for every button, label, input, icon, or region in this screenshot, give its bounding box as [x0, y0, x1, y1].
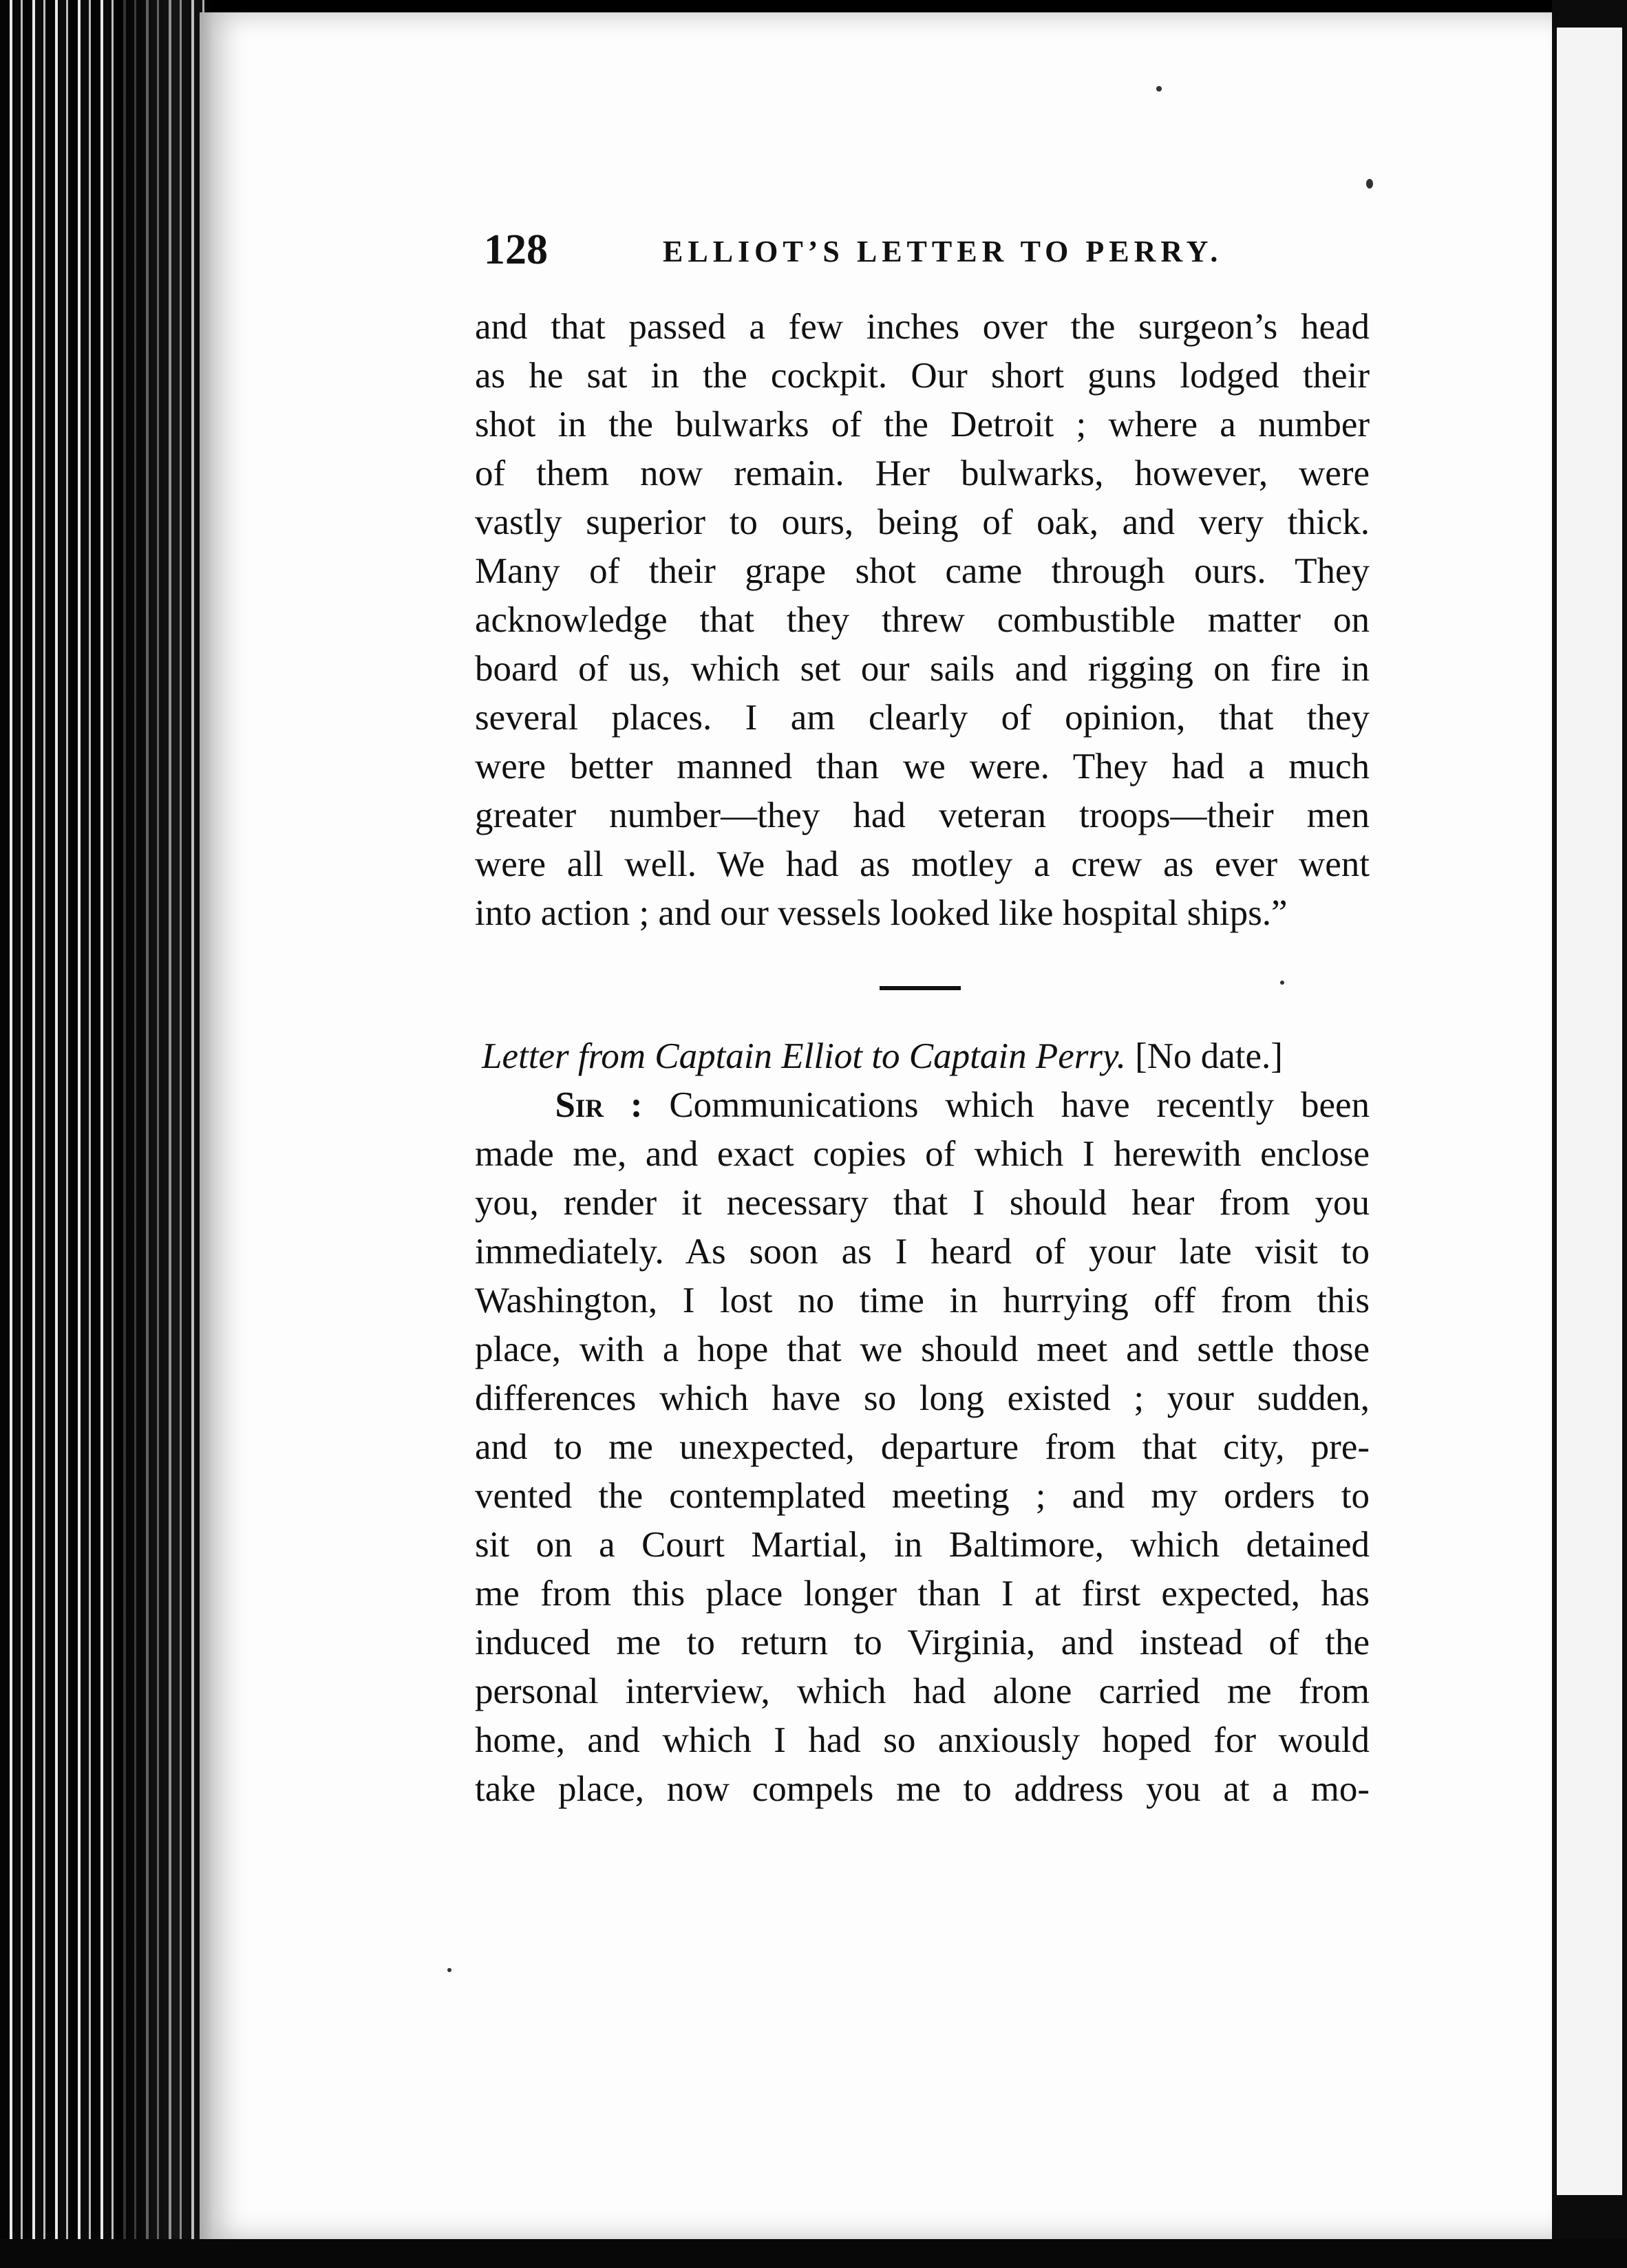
text-line: Washington, I lost no time in hurrying off from this — [475, 1281, 1370, 1320]
text-line: board of us, which set our sails and rigging on fire in — [475, 649, 1370, 689]
text-line: take place, now compels me to address you at a mo- — [475, 1769, 1370, 1809]
print-speck — [447, 1968, 451, 1972]
text-line: as he sat in the cockpit. Our short guns lodged their — [475, 356, 1370, 396]
text-line: place, with a hope that we should meet and settle those — [475, 1329, 1370, 1369]
print-speck — [1366, 179, 1373, 189]
text-line: and to me unexpected, departure from that city, pre- — [475, 1427, 1370, 1467]
first-line-rest: Communications which have recently been — [669, 1085, 1370, 1125]
text-line: acknowledge that they threw combustible matter on — [475, 600, 1370, 640]
text-line: immediately. As soon as I heard of your late visit to — [475, 1232, 1370, 1272]
letter-heading-note: [No date.] — [1135, 1036, 1283, 1076]
text-line: and that passed a few inches over the surgeon’s head — [475, 307, 1370, 347]
page-number: 128 — [484, 226, 548, 273]
text-line: into action ; and our vessels looked like hospital ships.” — [475, 893, 1288, 933]
text-line: several places. I am clearly of opinion, that they — [475, 698, 1370, 738]
text-line: vastly superior to ours, being of oak, and very thick. — [475, 502, 1370, 542]
text-line: made me, and exact copies of which I herewith enclose — [475, 1134, 1370, 1174]
facing-page-strip — [1557, 28, 1622, 2195]
text-line: induced me to return to Virginia, and instead of the — [475, 1623, 1370, 1662]
body-text-top — [475, 303, 1370, 938]
text-line: were all well. We had as motley a crew as ever went — [475, 844, 1370, 884]
bottom-edge — [0, 2239, 1627, 2268]
text-line: greater number—they had veteran troops—their men — [475, 795, 1370, 835]
text-line: personal interview, which had alone carried me from — [475, 1671, 1370, 1711]
print-speck — [1280, 981, 1284, 985]
letter-body — [475, 1081, 1370, 1814]
text-line: were better manned than we were. They had a much — [475, 747, 1370, 787]
text-line: vented the contemplated meeting ; and my orders to — [475, 1476, 1370, 1516]
text-line: home, and which I had so anxiously hoped for would — [475, 1720, 1370, 1760]
text-line: differences which have so long existed ; your sudden, — [475, 1378, 1370, 1418]
letter-heading — [482, 1032, 1376, 1081]
text-line: Many of their grape shot came through ours. They — [475, 551, 1370, 591]
text-line: shot in the bulwarks of the Detroit ; where a number — [475, 405, 1370, 445]
text-line: of them now remain. Her bulwarks, however, were — [475, 453, 1370, 493]
running-head — [484, 226, 1365, 274]
running-title: ELLIOT’S LETTER TO PERRY. — [663, 235, 1223, 268]
section-divider-rule — [880, 986, 961, 990]
salutation: Sir : — [555, 1085, 643, 1125]
letter-heading-title: Letter from Captain Elliot to Captain Perry. — [482, 1036, 1126, 1076]
text-line: me from this place longer than I at first expected, has — [475, 1574, 1370, 1614]
text-line: sit on a Court Martial, in Baltimore, which detained — [475, 1525, 1370, 1565]
text-line — [475, 1081, 1370, 1130]
print-speck — [1156, 86, 1162, 92]
text-line: you, render it necessary that I should hear from you — [475, 1183, 1370, 1223]
gutter-shadow — [117, 0, 213, 2268]
